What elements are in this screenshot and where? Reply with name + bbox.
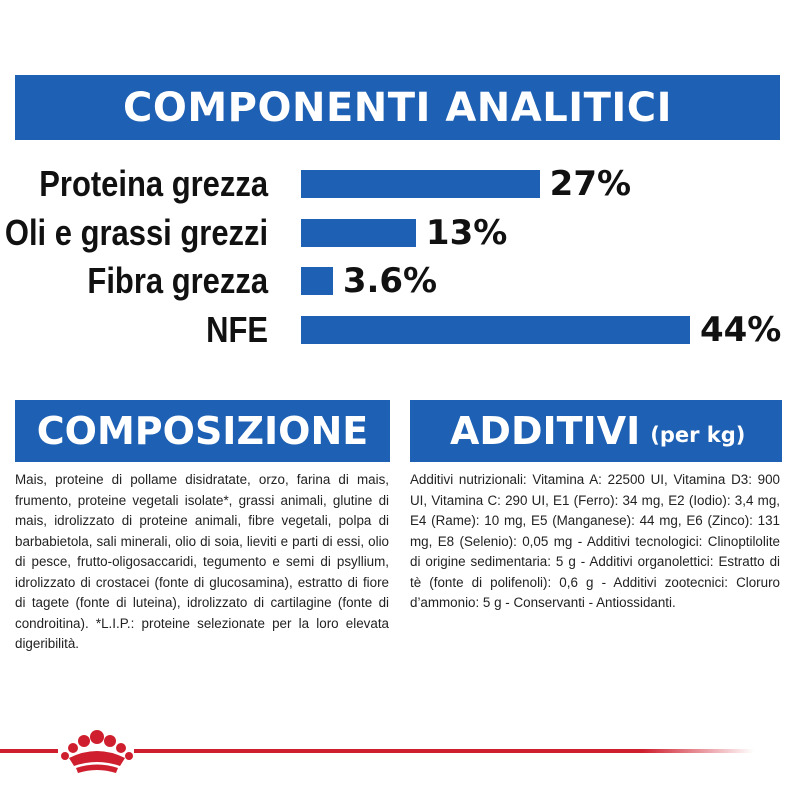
analytic-row-value: 44% xyxy=(699,309,782,350)
composition-title-banner xyxy=(15,400,390,462)
additives-subtitle: (per kg) xyxy=(650,423,746,447)
analytic-row-label: NFE xyxy=(206,308,268,350)
analytic-row-label: Fibra grezza xyxy=(87,260,268,301)
analytic-title: COMPONENTI ANALITICI xyxy=(122,84,673,131)
analytic-row-label: Oli e grassi grezzi xyxy=(4,211,268,253)
additives-title-banner xyxy=(410,400,782,462)
composition-title: COMPOSIZIONE xyxy=(36,409,369,453)
analytic-row xyxy=(0,160,800,208)
footer-line-left xyxy=(0,749,58,753)
analytic-row-label: Proteina grezza xyxy=(39,163,268,204)
additives-title: ADDITIVI xyxy=(450,409,641,453)
analytic-row-value: 3.6% xyxy=(342,261,438,301)
analytic-row-bar xyxy=(301,267,333,295)
analytic-row xyxy=(0,209,800,257)
analytic-row-bar xyxy=(301,219,416,247)
analytic-row-bar xyxy=(301,170,540,198)
analytic-row-bar xyxy=(301,316,690,344)
footer-line-right xyxy=(134,749,754,753)
analytic-title-banner xyxy=(15,75,780,140)
analytic-row xyxy=(0,257,800,305)
analytic-row xyxy=(0,306,800,354)
analytic-row-value: 13% xyxy=(425,212,508,253)
additives-text: Additivi nutrizionali: Vitamina A: 22500 UI, Vitamina D3: 900 UI, Vitamina C: 290 UI, E1 (Ferro): 34 mg, E2 (Iodio): 3,4 mg, E4 (Rame): 10 mg, E5 (Manganese): 44 mg, E6 (Zinco): 131 mg, E8 (Selenio): 0,05 mg - Additivi tecnologici: Clinoptilolite di origine sedimentaria: 5 g - Additivi organolettici: Estratto di tè (fonte di polifenoli): 0,6 g - Additivi zootecnici: Cloruro d’ammonio: 5 g - Conservanti - Antiossidanti. xyxy=(410,472,780,610)
crown-icon xyxy=(60,728,134,776)
analytic-row-value: 27% xyxy=(549,164,632,204)
composition-text: Mais, proteine di pollame disidratate, orzo, farina di mais, frumento, proteine vegetali isolate*, grassi animali, glutine di mais, idrolizzato di proteine animali, fibre vegetali, polpa di barbabietola, sali minerali, olio di soia, lieviti e parti di essi, olio di pesce, frutto-oligosaccaridi, tegumento e semi di psyllium, idrolizzato di crostacei (fonte di glucosamina), estratto di fiore di tagete (fonte di luteina), idrolizzato di cartilagine (fonte di condroitina). *L.I.P.: proteine selezionate per la loro elevata digeribilità. xyxy=(15,472,389,651)
